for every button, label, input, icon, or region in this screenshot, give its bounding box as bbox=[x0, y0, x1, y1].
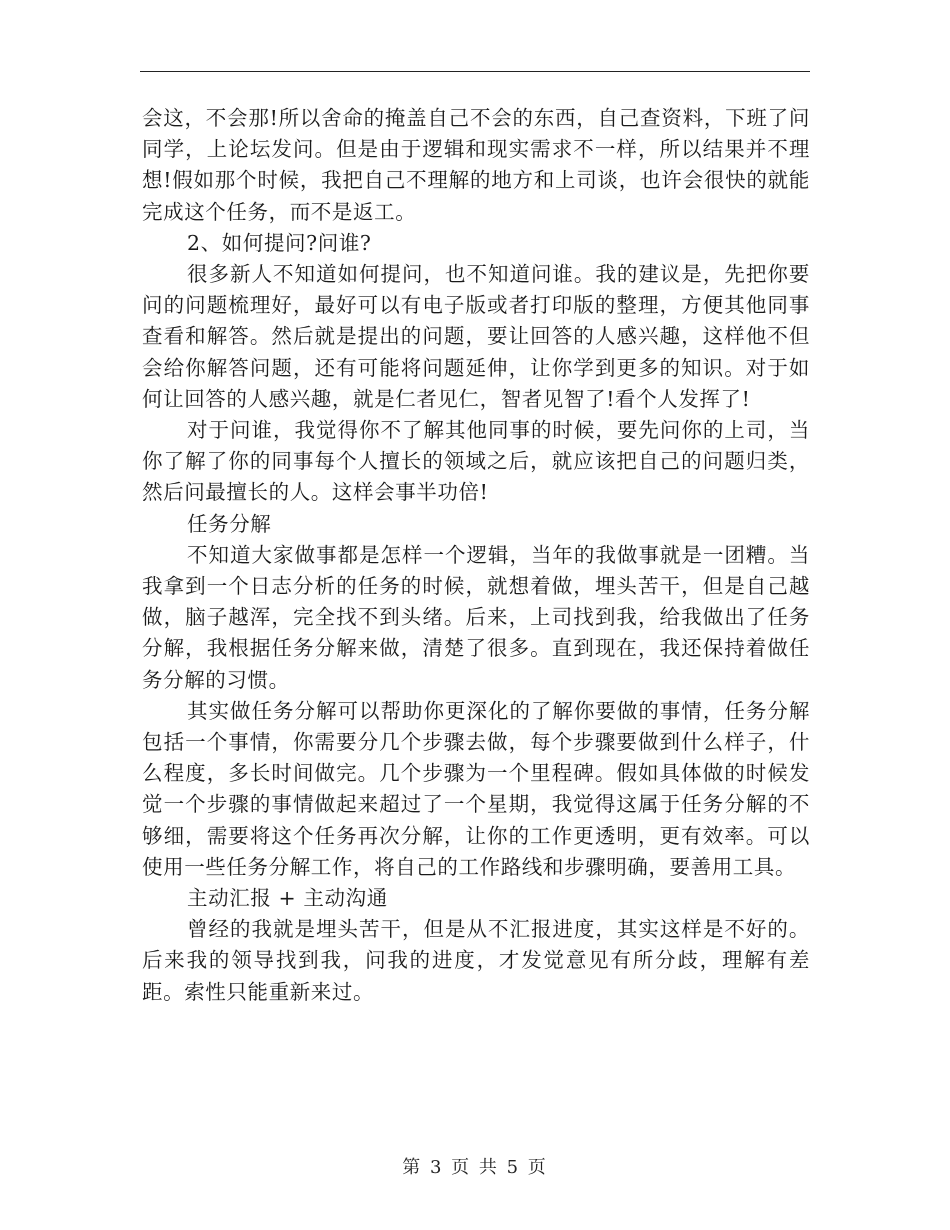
paragraph: 会这，不会那!所以舍命的掩盖自己不会的东西，自己查资料，下班了问同学，上论坛发问。但是由于逻辑和现实需求不一样，所以结果并不理想!假如那个时候，我把自己不理解的地方和上司谈，也许会很快的就能完成这个任务，而不是返工。 bbox=[142, 106, 810, 224]
paragraph: 曾经的我就是埋头苦干，但是从不汇报进度，其实这样是不好的。后来我的领导找到我，问我的进度，才发觉意见有所分歧，理解有差距。索性只能重新来过。 bbox=[142, 917, 810, 1004]
page-number-footer: 第 3 页 共 5 页 bbox=[402, 1157, 548, 1178]
document-body bbox=[142, 103, 810, 1008]
section-heading: 2、如何提问?问谁? bbox=[187, 230, 372, 255]
header-rule bbox=[140, 71, 810, 72]
paragraph: 对于问谁，我觉得你不了解其他同事的时候，要先问你的上司，当你了解了你的同事每个人擅长的领域之后，就应该把自己的问题归类，然后问最擅长的人。这样会事半功倍! bbox=[142, 418, 810, 505]
paragraph: 不知道大家做事都是怎样一个逻辑，当年的我做事就是一团糟。当我拿到一个日志分析的任务的时候，就想着做，埋头苦干，但是自己越做，脑子越浑，完全找不到头绪。后来，上司找到我，给我做出了任务分解，我根据任务分解来做，清楚了很多。直到现在，我还保持着做任务分解的习惯。 bbox=[142, 542, 810, 692]
section-heading: 主动汇报 + 主动沟通 bbox=[187, 886, 388, 911]
section-heading: 任务分解 bbox=[187, 511, 272, 536]
paragraph: 其实做任务分解可以帮助你更深化的了解你要做的事情，任务分解包括一个事情，你需要分几个步骤去做，每个步骤要做到什么样子，什么程度，多长时间做完。几个步骤为一个里程碑。假如具体做的时候发觉一个步骤的事情做起来超过了一个星期，我觉得这属于任务分解的不够细，需要将这个任务再次分解，让你的工作更透明，更有效率。可以使用一些任务分解工作，将自己的工作路线和步骤明确，要善用工具。 bbox=[142, 698, 810, 879]
paragraph: 很多新人不知道如何提问，也不知道问谁。我的建议是，先把你要问的问题梳理好，最好可以有电子版或者打印版的整理，方便其他同事查看和解答。然后就是提出的问题，要让回答的人感兴趣，这样他不但会给你解答问题，还有可能将问题延伸，让你学到更多的知识。对于如何让回答的人感兴趣，就是仁者见仁，智者见智了!看个人发挥了! bbox=[142, 262, 810, 411]
